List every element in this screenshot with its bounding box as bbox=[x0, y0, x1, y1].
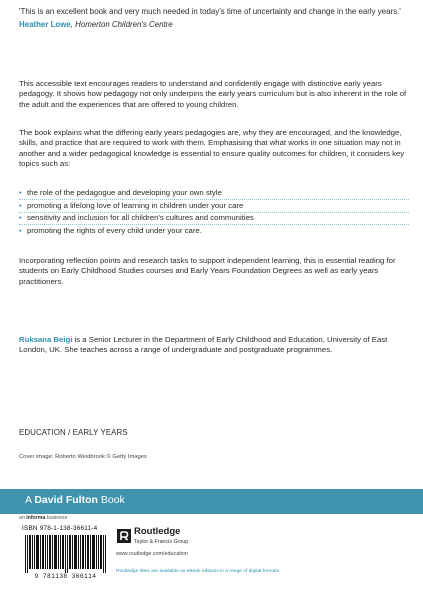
series-name: David Fulton bbox=[34, 494, 98, 506]
series-band bbox=[0, 489, 423, 513]
description-paragraph-3: Incorporating reflection points and research tasks to support independent learning, this is essential reading for students on Early Childhood Studies courses and Early Years Foundation Degrees as well as early years practitioners. bbox=[19, 256, 396, 286]
publisher-name: Routledge bbox=[134, 526, 181, 537]
publisher-group: Taylor & Francis Group bbox=[134, 539, 189, 545]
description-paragraph-1: This accessible text encourages readers to understand and confidently engage with distinctive early years pedagogy. It shows how pedagogy not only underpins the early years curriculum but is also inherent in the role of the adult and the experiences that are offered to young children. bbox=[19, 79, 407, 109]
informa-business-label: an informa business bbox=[19, 515, 68, 521]
list-item: • promoting the rights of every child under your care. bbox=[19, 225, 202, 235]
bullet-icon: • bbox=[19, 188, 22, 197]
list-item: • promoting a lifelong love of learning in children under your care bbox=[19, 201, 409, 211]
author-name: Ruksana Beigi bbox=[19, 335, 73, 344]
list-item: • sensitivity and inclusion for all children's cultures and communities bbox=[19, 213, 409, 223]
series-label: A David Fulton Book bbox=[25, 494, 125, 506]
barcode-digits: 9 781138 366114 bbox=[34, 573, 97, 580]
bullet-icon: • bbox=[19, 200, 22, 210]
isbn-barcode-block bbox=[19, 524, 112, 582]
barcode-icon bbox=[25, 535, 107, 573]
author-bio bbox=[19, 335, 409, 356]
informa-brand: informa bbox=[26, 515, 46, 521]
bullet-icon: • bbox=[19, 213, 22, 223]
subject-category: EDUCATION / EARLY YEARS bbox=[19, 428, 128, 437]
endorsement-quote: 'This is an excellent book and very much needed in today's time of uncertainty and change in the early years.' bbox=[19, 7, 401, 16]
endorser-name: Heather Lowe bbox=[19, 20, 71, 29]
description-paragraph-2: The book explains what the differing early years pedagogies are, why they are encouraged, and the knowledge, skills, and practice that are required to work with them. Emphasising that what works in one situation may not in another and a wider pedagogical knowledge is essential to ensure quality outcomes for children, it considers key topics such as: bbox=[19, 128, 405, 169]
bullet-icon: • bbox=[19, 225, 22, 235]
endorser-organisation: , Homerton Children's Centre bbox=[70, 20, 173, 29]
isbn-number: ISBN 978-1-138-36611-4 bbox=[22, 525, 98, 532]
divider bbox=[0, 513, 423, 514]
ebook-availability-note: Routledge titles are available as eBook editions in a range of digital formats bbox=[116, 569, 280, 574]
cover-image-credit: Cover image: Roberto Westbrook © Getty Images bbox=[19, 454, 147, 460]
endorsement-attribution bbox=[19, 20, 173, 31]
routledge-logo-icon bbox=[116, 528, 132, 544]
author-bio-text: is a Senior Lecturer in the Department of Early Childhood and Education, University of East London, UK. She teaches across a range of undergraduate and postgraduate programmes. bbox=[19, 335, 388, 355]
key-topics-list bbox=[19, 188, 409, 238]
publisher-url[interactable]: www.routledge.com/education bbox=[116, 551, 188, 557]
list-item: • the role of the pedagogue and developing your own style bbox=[19, 188, 409, 198]
